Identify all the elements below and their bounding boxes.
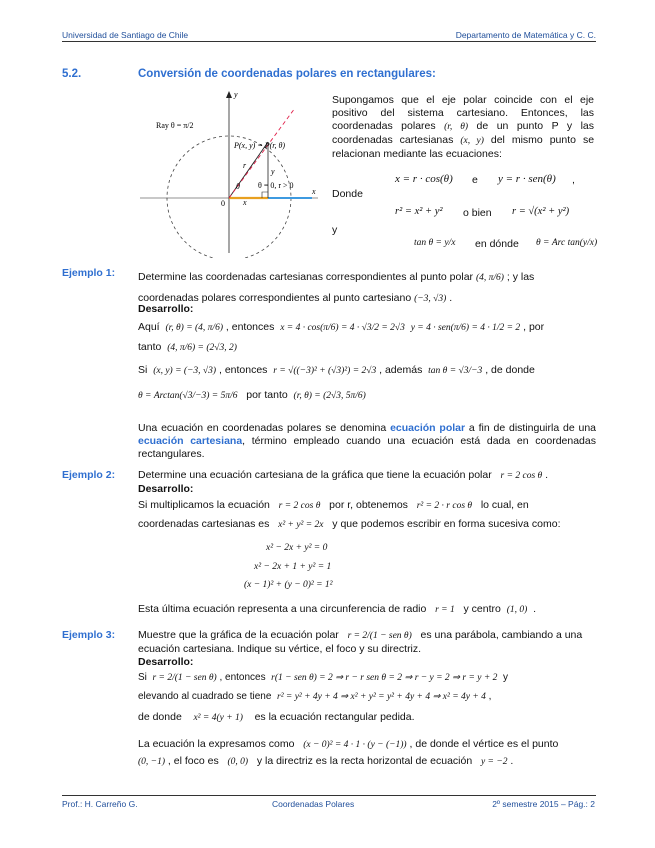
eq-theta: θ = Arc tan(y/x)	[536, 238, 598, 248]
axis-x-label: x	[312, 187, 316, 196]
footer-center: Coordenadas Polares	[272, 799, 355, 809]
eq-tan: tan θ = y/x	[414, 238, 456, 248]
ex2-statement: Determine una ecuación cartesiana de la gráfica que tiene la ecuación polar r = 2 cos θ .	[138, 469, 549, 481]
ex2-conclusion: Esta última ecuación representa a una circunferencia de radio r = 1 y centro (1, 0) .	[138, 603, 537, 615]
ex2-desarrollo: Desarrollo:	[138, 483, 194, 495]
polar-figure	[140, 88, 325, 258]
intro-paragraph: Supongamos que el eje polar coincide con el eje positivo del sistema cartesiano. Entonces, las coordenadas polares (r, θ) de un punto P y las coordenadas cartesianas (x, y) del mismo punto se relacionan mediante las ecuaciones:	[332, 94, 595, 160]
ex1-desarrollo: Desarrollo:	[138, 303, 194, 315]
ex3-label: Ejemplo 3:	[62, 629, 116, 641]
ex2-line2: coordenadas cartesianas es x² + y² = 2x y que podemos escribir en forma sucesiva como:	[138, 518, 561, 530]
section-number: 5.2.	[62, 68, 82, 80]
header-right: Departamento de Matemática y C. C.	[455, 30, 596, 40]
eq-comma: ,	[572, 174, 575, 186]
eq-r2: r² = x² + y²	[395, 206, 443, 217]
eq-y: y = r · sen(θ)	[498, 173, 556, 185]
ray0-label: θ = 0, r > 0	[258, 181, 294, 190]
intro-y: y	[332, 224, 338, 236]
ray-label: Ray θ = π/2	[156, 121, 194, 130]
ex3-line4: elevando al cuadrado se tiene r² = y² + 4y + 4 ⇒ x² + y² = y² + 4y + 4 ⇒ x² = 4y + 4 ,	[138, 691, 492, 702]
ex1-line3: Si (x, y) = (−3, √3) , entonces r = √((−3)² + (√3)²) = 2√3 , además tan θ = √3/−3 , de donde	[138, 364, 535, 376]
ex3-desarrollo: Desarrollo:	[138, 656, 194, 668]
ex3-line3: Si r = 2/(1 − sen θ) , entonces r(1 − sen θ) = 2 ⇒ r − r sen θ = 2 ⇒ r − y = 2 ⇒ r = y + 2 y	[138, 672, 508, 683]
header-left: Universidad de Santiago de Chile	[62, 30, 189, 40]
eq-e: e	[472, 174, 478, 186]
ex2-label: Ejemplo 2:	[62, 469, 116, 481]
ex1-label: Ejemplo 1:	[62, 267, 116, 279]
ex1-statement: Determine las coordenadas cartesianas correspondientes al punto polar (4, π/6) ; y las coordenadas polares correspondientes al punto cartesiano (−3, √3) .	[138, 271, 535, 304]
ex1-line1: Aquí (r, θ) = (4, π/6) , entonces x = 4 · cos(π/6) = 4 · √3/2 = 2√3 y = 4 · sen(π/6) = 4 · 1/2 = 2 , por	[138, 321, 545, 333]
eq-r: r = √(x² + y²)	[512, 206, 570, 217]
x-seg-label: x	[243, 198, 247, 207]
y-seg-label: y	[271, 167, 275, 176]
header-rule	[62, 41, 596, 42]
ex3-line7: (0, −1) , el foco es (0, 0) y la directriz es la recta horizontal de ecuación y = −2 .	[138, 755, 514, 767]
ex1-line2: tanto (4, π/6) = (2√3, 2)	[138, 341, 237, 353]
theta-label: θ	[236, 182, 240, 191]
ex2-step3: (x − 1)² + (y − 0)² = 1²	[244, 580, 333, 590]
footer-right: 2º semestre 2015 – Pág.: 2	[492, 799, 595, 809]
section-title: Conversión de coordenadas polares en rectangulares:	[138, 68, 436, 80]
intro-donde: Donde	[332, 188, 363, 200]
point-label: P(x, y) = P(r, θ)	[234, 141, 286, 150]
ex2-step2: x² − 2x + 1 + y² = 1	[254, 562, 332, 572]
origin-label: 0	[221, 199, 225, 208]
axis-y-label: y	[234, 90, 238, 99]
ex1-line4: θ = Arctan(√3/−3) = 5π/6 por tanto (r, θ) = (2√3, 5π/6)	[138, 389, 366, 401]
r-label: r	[243, 161, 247, 170]
definition-paragraph: Una ecuación en coordenadas polares se denomina ecuación polar a fin de distinguirla de una ecuación cartesiana, término empleado cuando una ecuación está dada en coordenadas rectangulares.	[138, 422, 597, 460]
intro-endonde: en dónde	[475, 238, 519, 250]
y-arrow-icon	[226, 91, 232, 98]
eq-x: x = r · cos(θ)	[395, 173, 453, 185]
ex3-line1: Muestre que la gráfica de la ecuación polar r = 2/(1 − sen θ) es una parábola, cambiando a una	[138, 629, 583, 641]
footer-left: Prof.: H. Carreño G.	[62, 799, 138, 809]
ex2-step1: x² − 2x + y² = 0	[266, 543, 328, 553]
intro-obien: o bien	[463, 207, 492, 219]
ex3-line6: La ecuación la expresamos como (x − 0)² = 4 · 1 · (y − (−1)) , de donde el vértice es el punto	[138, 738, 559, 750]
footer-rule	[62, 795, 596, 796]
ex3-line2: ecuación cartesiana. Indique su vértice, el foco y su directriz.	[138, 643, 422, 655]
ex2-line1: Si multiplicamos la ecuación r = 2 cos θ por r, obtenemos r² = 2 · r cos θ lo cual, en	[138, 499, 529, 511]
ex3-line5: de donde x² = 4(y + 1) es la ecuación rectangular pedida.	[138, 711, 415, 723]
